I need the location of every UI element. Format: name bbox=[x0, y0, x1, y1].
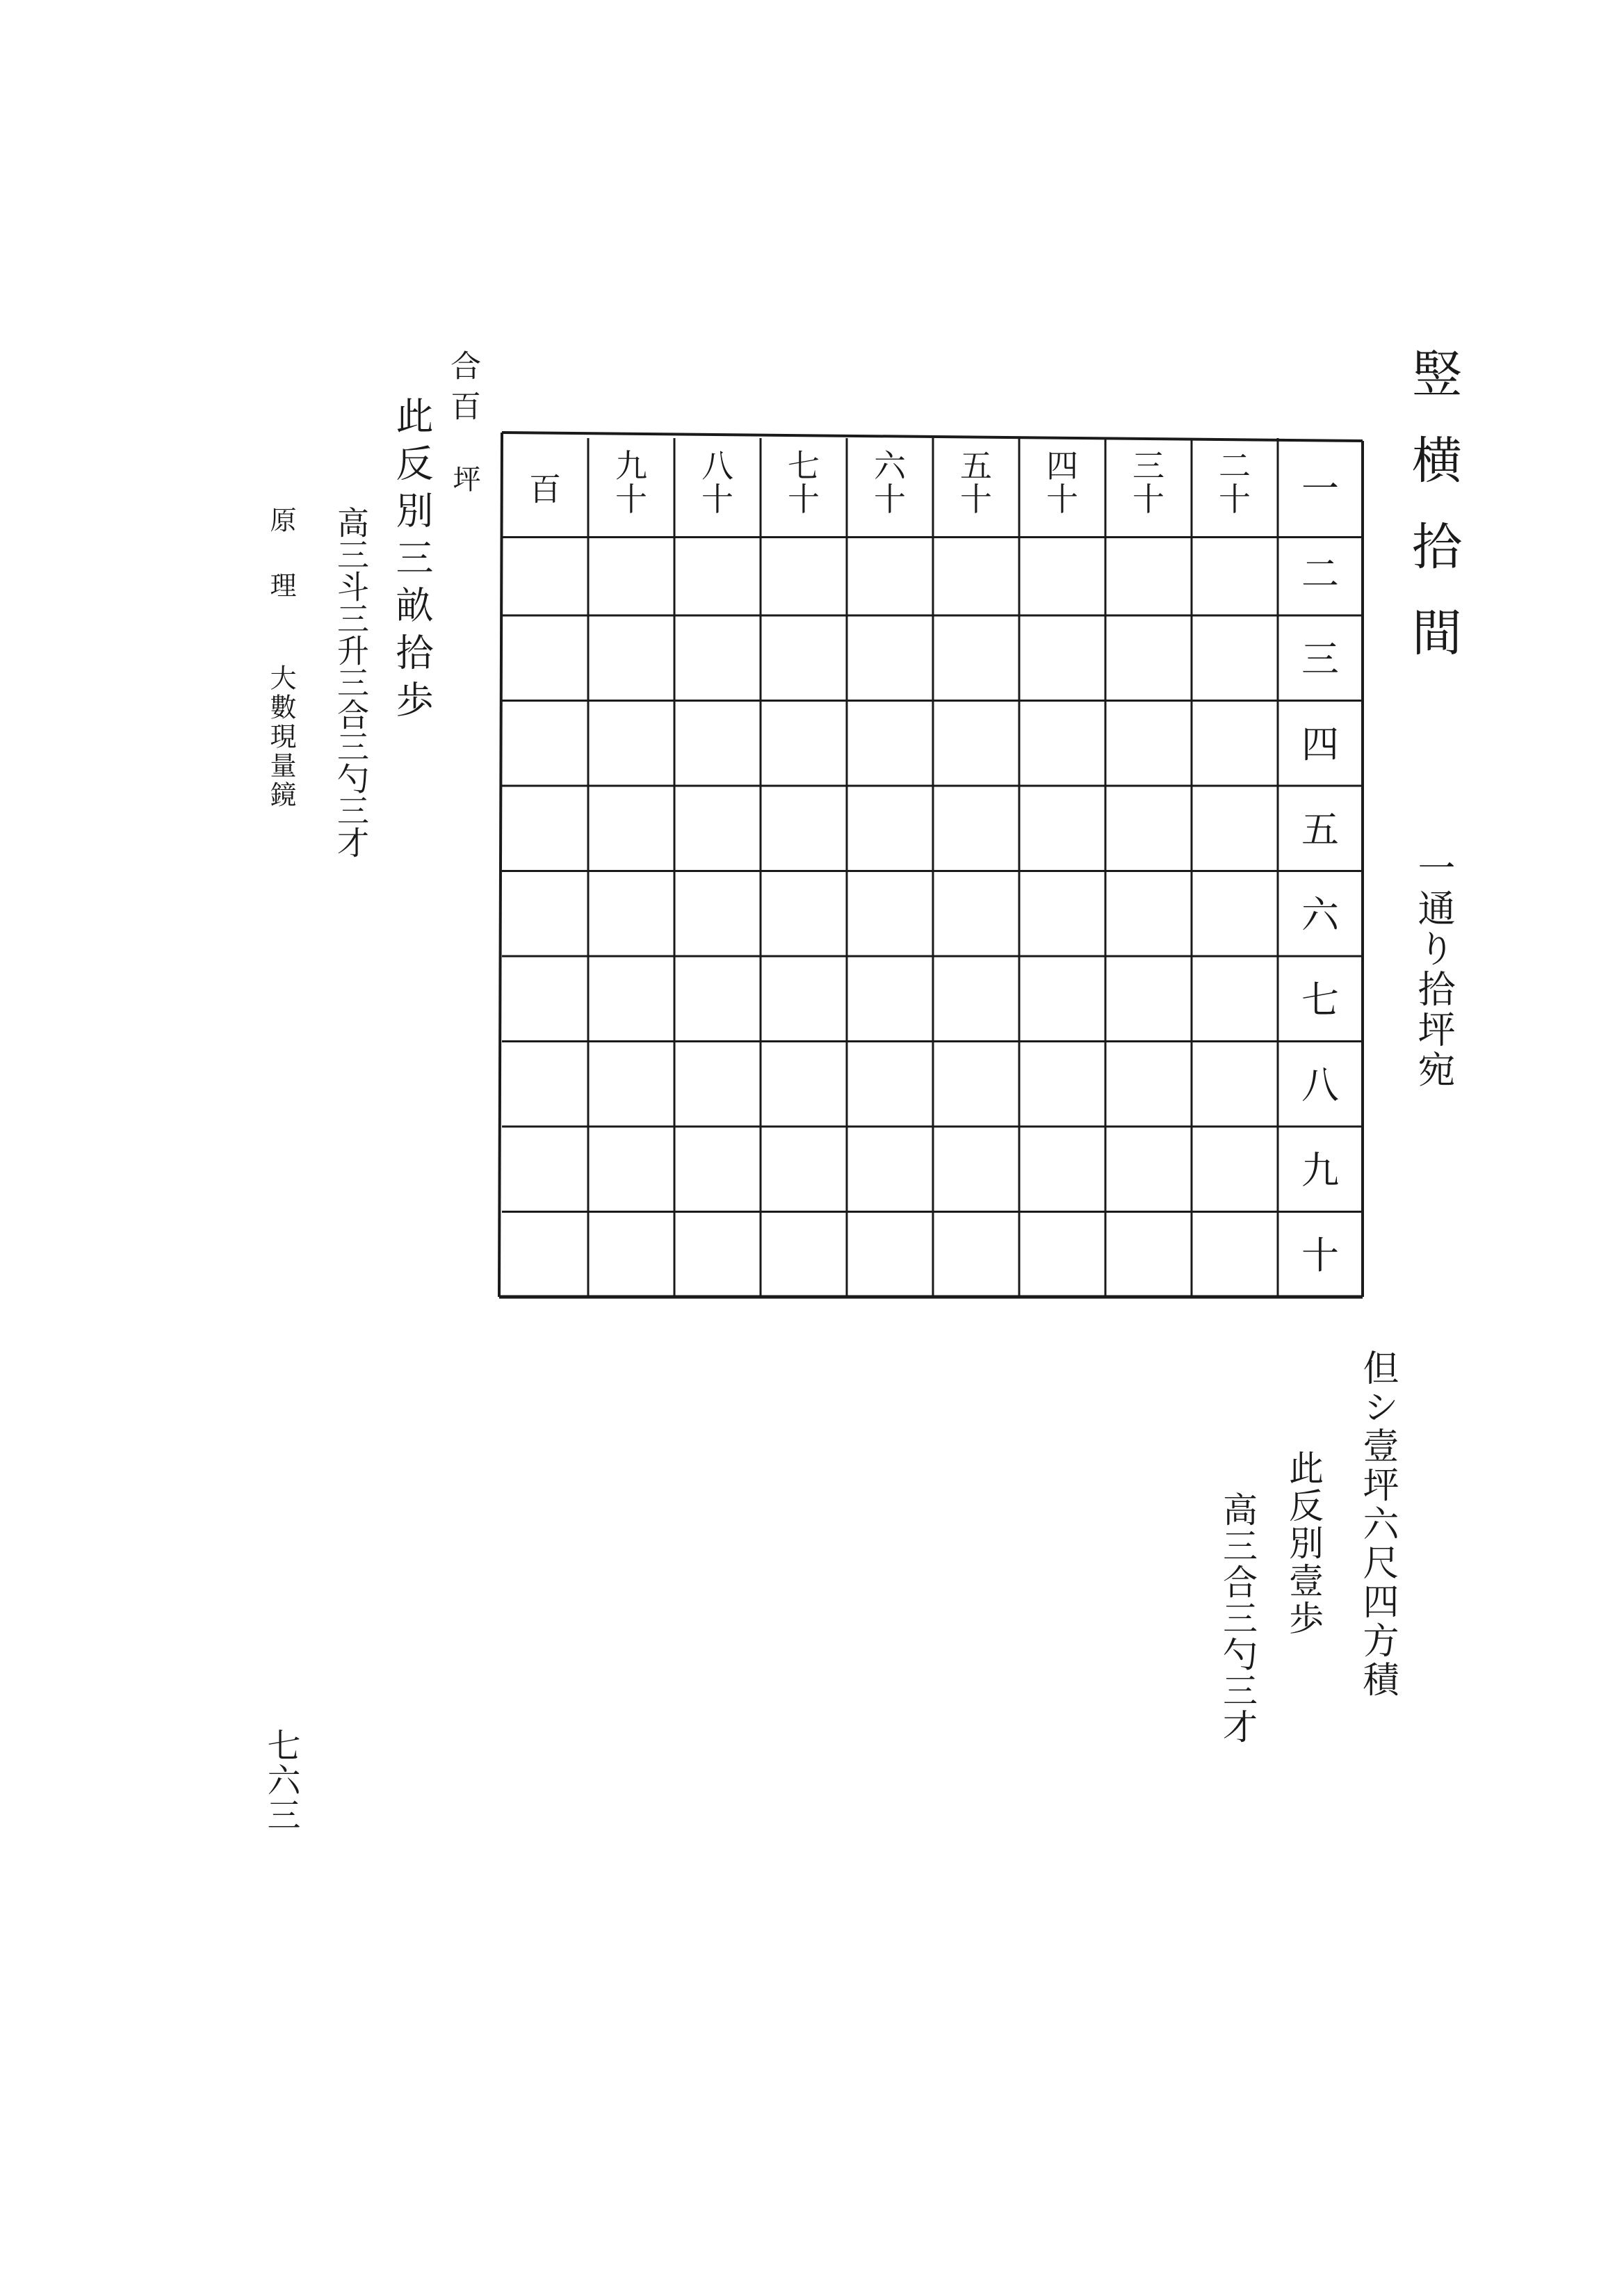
column-header: 百 bbox=[529, 470, 561, 508]
note-line-3: 高三合三勺三才 bbox=[1217, 1492, 1258, 1745]
table-left-border bbox=[499, 433, 502, 1297]
row-label: 九 bbox=[1301, 1148, 1339, 1193]
row-label: 二 bbox=[1301, 551, 1339, 596]
principle-source: 大數現量鏡 bbox=[266, 664, 296, 810]
column-header: 七十 bbox=[788, 447, 820, 518]
total-area: 此反別三畝拾歩 bbox=[390, 396, 434, 727]
column-header: 五十 bbox=[960, 447, 992, 518]
column-header: 四十 bbox=[1046, 447, 1078, 518]
row-label: 七 bbox=[1301, 978, 1339, 1022]
table-column-headers bbox=[529, 447, 1251, 518]
total-label: 合百 bbox=[445, 350, 480, 430]
row-label: 八 bbox=[1301, 1063, 1339, 1107]
column-header: 六十 bbox=[874, 447, 906, 518]
row-label: 六 bbox=[1301, 892, 1339, 937]
row-label: 一 bbox=[1301, 467, 1339, 511]
row-label: 五 bbox=[1301, 807, 1339, 852]
column-header: 八十 bbox=[701, 447, 733, 518]
row-label: 四 bbox=[1301, 722, 1339, 766]
total-yield: 高三斗三升三合三勺三才 bbox=[332, 506, 370, 858]
column-header: 二十 bbox=[1219, 447, 1251, 518]
page-title: 竪横拾間 bbox=[1404, 348, 1462, 693]
table-grid-lines bbox=[499, 433, 1363, 1297]
page-number: 七六三 bbox=[261, 1728, 300, 1832]
column-header: 三十 bbox=[1132, 447, 1164, 518]
row-label: 十 bbox=[1301, 1233, 1339, 1277]
note-line-1: 但シ壹坪六尺四方積 bbox=[1356, 1349, 1398, 1700]
column-header: 九十 bbox=[615, 447, 647, 518]
note-line-2: 此反別壹歩 bbox=[1283, 1450, 1324, 1638]
subtitle: 一通り拾坪宛 bbox=[1412, 848, 1456, 1090]
row-label: 三 bbox=[1301, 637, 1339, 681]
principle-label: 原理 bbox=[266, 506, 296, 637]
total-unit: 坪 bbox=[448, 465, 480, 492]
